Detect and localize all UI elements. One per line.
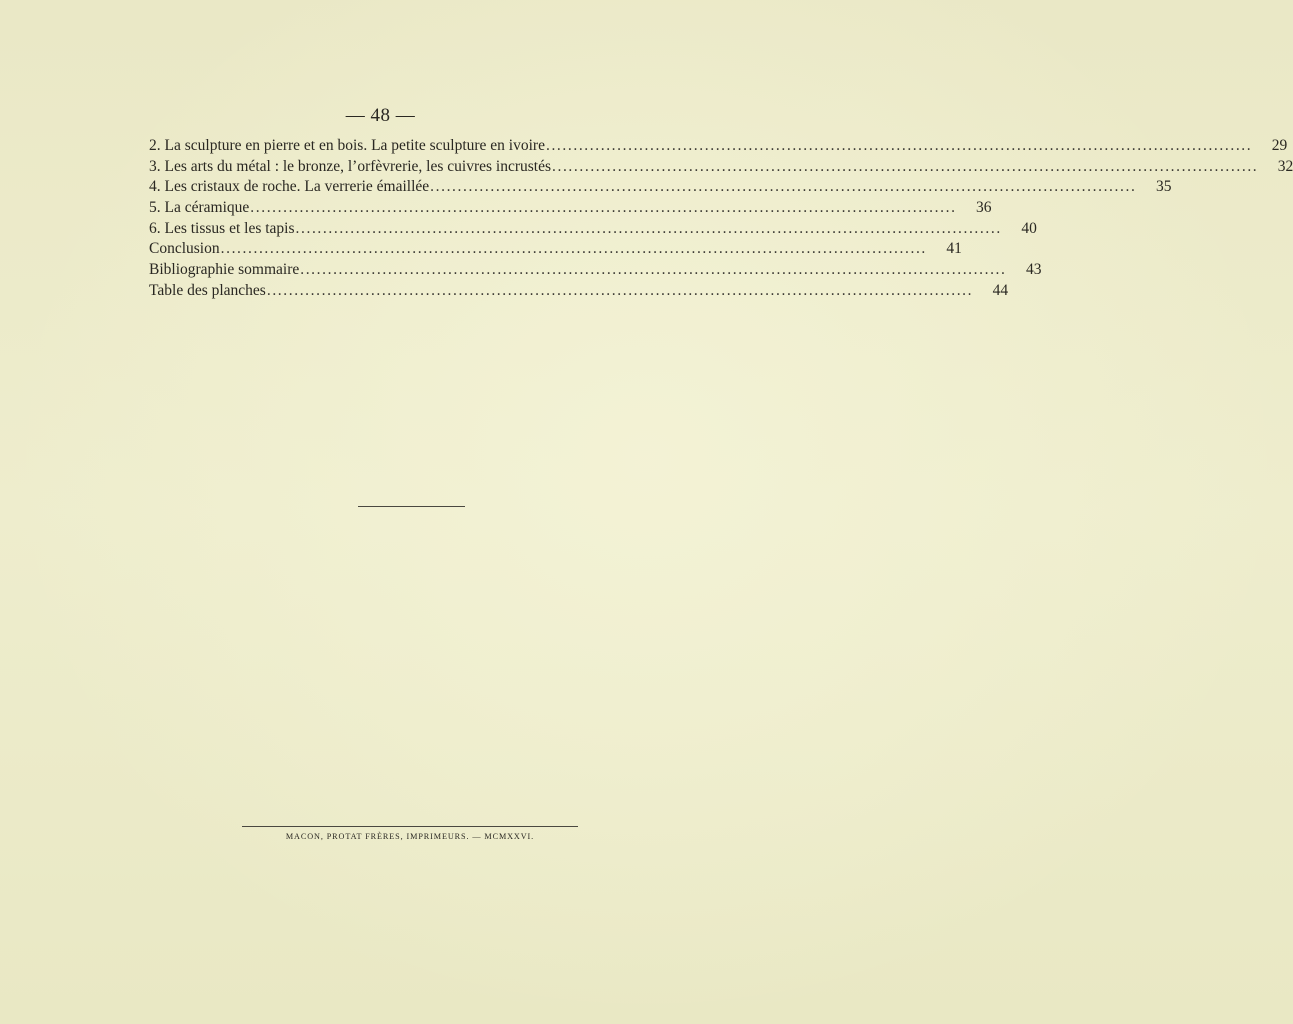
toc-entry-title: 2. La sculpture en pierre et en bois. La petite sculpture en ivoire [149,137,545,154]
toc-entry-title: 6. Les tissus et les tapis [149,219,295,237]
toc-entry-title: 3. Les arts du métal : le bronze, l’orfèvrerie, les cuivres incrustés [149,157,551,175]
toc-entry-page: 29 [1271,137,1288,154]
toc-entry [149,219,1037,240]
dot-leader: ................................................................................................................................. [545,137,1253,154]
toc-entry [149,260,1042,281]
toc-entry-title: Conclusion [149,240,220,258]
toc-entry-page: 36 [976,199,992,217]
toc-entry-page: 32 [1277,157,1293,175]
dot-leader: ................................................................................................................................. [266,281,974,299]
toc-entry [149,198,992,219]
toc-entry-title: 5. La céramique [149,199,250,217]
table-of-contents [149,136,1293,302]
toc-entry [149,281,1009,302]
page-number: — 48 — [345,105,416,126]
dot-leader: ................................................................................................................................. [220,240,927,258]
toc-entry-page: 35 [1155,178,1172,196]
toc-entry-page: 44 [992,281,1009,299]
toc-entry-page: 40 [1021,219,1037,237]
toc-entry-title: 4. Les cristaux de roche. La verrerie émaillée [149,178,430,196]
toc-entry [149,136,1288,157]
section-divider [358,506,465,507]
dot-leader: ................................................................................................................................. [295,219,1002,237]
dot-leader: ................................................................................................................................. [430,178,1137,196]
toc-entry [149,157,1293,178]
toc-entry-title: Bibliographie sommaire [149,261,300,279]
printer-colophon: MACON, PROTAT FRÈRES, IMPRIMEURS. — MCMXXVI. [285,832,535,841]
toc-entry [149,177,1172,198]
dot-leader: ................................................................................................................................. [250,199,957,217]
colophon-rule [242,826,578,827]
toc-entry-title: Table des planches [149,281,266,299]
toc-entry-page: 41 [946,240,962,258]
dot-leader: ................................................................................................................................. [300,261,1007,279]
toc-entry [149,239,962,260]
toc-entry-page: 43 [1026,261,1042,279]
dot-leader: ................................................................................................................................. [552,157,1259,175]
